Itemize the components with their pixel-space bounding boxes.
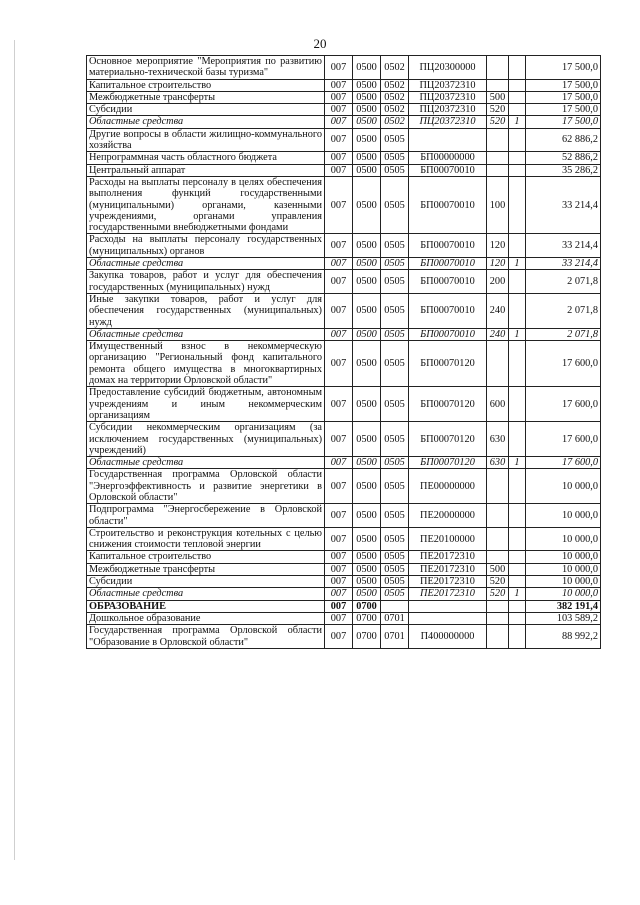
funding-source-code bbox=[509, 551, 526, 563]
amount: 62 886,2 bbox=[526, 128, 601, 152]
target-article-code: ПЕ20172310 bbox=[409, 563, 487, 575]
amount: 103 589,2 bbox=[526, 612, 601, 624]
item-name: Государственная программа Орловской области "Энергоэффективность и развитие энергетики в Орловской области" bbox=[87, 469, 325, 504]
dept-code: 007 bbox=[325, 293, 353, 328]
dept-code: 007 bbox=[325, 576, 353, 588]
amount: 17 500,0 bbox=[526, 104, 601, 116]
target-article-code: БП00070010 bbox=[409, 258, 487, 270]
section-code: 0500 bbox=[353, 128, 381, 152]
target-article-code: П400000000 bbox=[409, 625, 487, 649]
expense-type-code: 630 bbox=[487, 457, 509, 469]
subsection-code: 0505 bbox=[381, 387, 409, 422]
section-code: 0500 bbox=[353, 258, 381, 270]
target-article-code: БП00070120 bbox=[409, 341, 487, 387]
dept-code: 007 bbox=[325, 270, 353, 294]
amount: 10 000,0 bbox=[526, 588, 601, 600]
expense-type-code: 120 bbox=[487, 258, 509, 270]
amount: 17 600,0 bbox=[526, 422, 601, 457]
target-article-code: БП00070010 bbox=[409, 164, 487, 176]
funding-source-code bbox=[509, 293, 526, 328]
funding-source-code bbox=[509, 625, 526, 649]
expense-type-code: 100 bbox=[487, 176, 509, 233]
item-name: Капитальное строительство bbox=[87, 551, 325, 563]
section-code: 0700 bbox=[353, 625, 381, 649]
funding-source-code bbox=[509, 504, 526, 528]
target-article-code bbox=[409, 612, 487, 624]
table-row bbox=[87, 152, 601, 164]
funding-source-code bbox=[509, 576, 526, 588]
section-code: 0500 bbox=[353, 56, 381, 80]
funding-source-code bbox=[509, 270, 526, 294]
amount: 2 071,8 bbox=[526, 270, 601, 294]
expense-type-code bbox=[487, 469, 509, 504]
section-code: 0500 bbox=[353, 91, 381, 103]
amount: 33 214,4 bbox=[526, 258, 601, 270]
subsection-code: 0502 bbox=[381, 116, 409, 128]
target-article-code: БП00070010 bbox=[409, 293, 487, 328]
amount: 17 600,0 bbox=[526, 457, 601, 469]
expense-type-code: 520 bbox=[487, 576, 509, 588]
subsection-code: 0502 bbox=[381, 104, 409, 116]
amount: 382 191,4 bbox=[526, 600, 601, 612]
amount: 17 500,0 bbox=[526, 116, 601, 128]
dept-code: 007 bbox=[325, 128, 353, 152]
target-article-code: БП00070120 bbox=[409, 422, 487, 457]
dept-code: 007 bbox=[325, 104, 353, 116]
table-row bbox=[87, 387, 601, 422]
section-code: 0500 bbox=[353, 576, 381, 588]
item-name: Непрограммная часть областного бюджета bbox=[87, 152, 325, 164]
item-name: Предоставление субсидий бюджетным, автономным учреждениям и иным некоммерческим организациям bbox=[87, 387, 325, 422]
binding-edge-mark bbox=[14, 40, 15, 860]
funding-source-code bbox=[509, 469, 526, 504]
target-article-code bbox=[409, 600, 487, 612]
section-code: 0500 bbox=[353, 104, 381, 116]
dept-code: 007 bbox=[325, 387, 353, 422]
target-article-code bbox=[409, 128, 487, 152]
expense-type-code: 520 bbox=[487, 116, 509, 128]
expense-type-code bbox=[487, 164, 509, 176]
funding-source-code bbox=[509, 176, 526, 233]
section-code: 0500 bbox=[353, 527, 381, 551]
item-name: Областные средства bbox=[87, 258, 325, 270]
dept-code: 007 bbox=[325, 551, 353, 563]
funding-source-code bbox=[509, 79, 526, 91]
target-article-code: БП00070120 bbox=[409, 457, 487, 469]
dept-code: 007 bbox=[325, 328, 353, 340]
funding-source-code bbox=[509, 91, 526, 103]
table-row bbox=[87, 79, 601, 91]
item-name: Подпрограмма "Энергосбережение в Орловской области" bbox=[87, 504, 325, 528]
expense-type-code: 630 bbox=[487, 422, 509, 457]
expense-type-code bbox=[487, 128, 509, 152]
dept-code: 007 bbox=[325, 527, 353, 551]
expense-type-code: 120 bbox=[487, 234, 509, 258]
item-name: Субсидии bbox=[87, 104, 325, 116]
item-name: Областные средства bbox=[87, 588, 325, 600]
expense-type-code bbox=[487, 612, 509, 624]
section-code: 0500 bbox=[353, 176, 381, 233]
amount: 2 071,8 bbox=[526, 293, 601, 328]
item-name: Имущественный взнос в некоммерческую организацию "Региональный фонд капитального ремонта общего имущества в многоквартирных домах на территории Орловской области" bbox=[87, 341, 325, 387]
dept-code: 007 bbox=[325, 116, 353, 128]
table-row bbox=[87, 612, 601, 624]
expense-type-code: 240 bbox=[487, 293, 509, 328]
table-row bbox=[87, 258, 601, 270]
expense-type-code bbox=[487, 625, 509, 649]
dept-code: 007 bbox=[325, 234, 353, 258]
target-article-code: БП00070010 bbox=[409, 328, 487, 340]
funding-source-code bbox=[509, 422, 526, 457]
amount: 2 071,8 bbox=[526, 328, 601, 340]
expense-type-code: 200 bbox=[487, 270, 509, 294]
expense-type-code bbox=[487, 341, 509, 387]
item-name: Строительство и реконструкция котельных с целью снижения стоимости тепловой энергии bbox=[87, 527, 325, 551]
funding-source-code bbox=[509, 341, 526, 387]
subsection-code: 0505 bbox=[381, 341, 409, 387]
funding-source-code bbox=[509, 104, 526, 116]
expense-type-code bbox=[487, 56, 509, 80]
budget-table bbox=[86, 55, 601, 649]
target-article-code: ПЕ20172310 bbox=[409, 576, 487, 588]
subsection-code: 0505 bbox=[381, 152, 409, 164]
funding-source-code: 1 bbox=[509, 588, 526, 600]
table-row bbox=[87, 56, 601, 80]
section-code: 0500 bbox=[353, 270, 381, 294]
section-code: 0700 bbox=[353, 612, 381, 624]
dept-code: 007 bbox=[325, 152, 353, 164]
table-row bbox=[87, 270, 601, 294]
target-article-code: ПЕ20000000 bbox=[409, 504, 487, 528]
dept-code: 007 bbox=[325, 625, 353, 649]
expense-type-code bbox=[487, 152, 509, 164]
item-name: Областные средства bbox=[87, 328, 325, 340]
funding-source-code: 1 bbox=[509, 328, 526, 340]
subsection-code: 0505 bbox=[381, 176, 409, 233]
item-name: Субсидии bbox=[87, 576, 325, 588]
table-row bbox=[87, 576, 601, 588]
amount: 10 000,0 bbox=[526, 551, 601, 563]
expense-type-code bbox=[487, 527, 509, 551]
target-article-code: ПЦ20372310 bbox=[409, 104, 487, 116]
amount: 17 600,0 bbox=[526, 387, 601, 422]
table-row bbox=[87, 600, 601, 612]
funding-source-code bbox=[509, 234, 526, 258]
expense-type-code: 520 bbox=[487, 104, 509, 116]
page-number: 20 bbox=[313, 36, 327, 51]
item-name: Расходы на выплаты персоналу в целях обеспечения выполнения функций государственными (муниципальными) органами, казенными учреждениями, органами управления государственными внебюджетными фондами bbox=[87, 176, 325, 233]
target-article-code: ПЕ20172310 bbox=[409, 588, 487, 600]
subsection-code bbox=[381, 600, 409, 612]
subsection-code: 0502 bbox=[381, 56, 409, 80]
item-name: Закупка товаров, работ и услуг для обеспечения государственных (муниципальных) нужд bbox=[87, 270, 325, 294]
dept-code: 007 bbox=[325, 56, 353, 80]
subsection-code: 0505 bbox=[381, 293, 409, 328]
table-row bbox=[87, 328, 601, 340]
dept-code: 007 bbox=[325, 469, 353, 504]
amount: 10 000,0 bbox=[526, 527, 601, 551]
section-code: 0500 bbox=[353, 387, 381, 422]
subsection-code: 0505 bbox=[381, 588, 409, 600]
section-code: 0500 bbox=[353, 563, 381, 575]
table-row bbox=[87, 116, 601, 128]
amount: 35 286,2 bbox=[526, 164, 601, 176]
subsection-code: 0505 bbox=[381, 422, 409, 457]
section-code: 0700 bbox=[353, 600, 381, 612]
dept-code: 007 bbox=[325, 176, 353, 233]
table-row bbox=[87, 563, 601, 575]
target-article-code: ПЕ00000000 bbox=[409, 469, 487, 504]
funding-source-code: 1 bbox=[509, 258, 526, 270]
expense-type-code: 520 bbox=[487, 588, 509, 600]
dept-code: 007 bbox=[325, 600, 353, 612]
table-row bbox=[87, 422, 601, 457]
expense-type-code bbox=[487, 551, 509, 563]
table-row bbox=[87, 457, 601, 469]
target-article-code: ПЕ20100000 bbox=[409, 527, 487, 551]
funding-source-code bbox=[509, 152, 526, 164]
item-name: Капитальное строительство bbox=[87, 79, 325, 91]
subsection-code: 0701 bbox=[381, 612, 409, 624]
section-code: 0500 bbox=[353, 551, 381, 563]
item-name: Областные средства bbox=[87, 457, 325, 469]
funding-source-code bbox=[509, 527, 526, 551]
expense-type-code: 600 bbox=[487, 387, 509, 422]
subsection-code: 0505 bbox=[381, 527, 409, 551]
subsection-code: 0505 bbox=[381, 551, 409, 563]
table-row bbox=[87, 527, 601, 551]
item-name: Центральный аппарат bbox=[87, 164, 325, 176]
table-row bbox=[87, 293, 601, 328]
subsection-code: 0505 bbox=[381, 576, 409, 588]
subsection-code: 0505 bbox=[381, 128, 409, 152]
amount: 10 000,0 bbox=[526, 469, 601, 504]
table-row bbox=[87, 234, 601, 258]
subsection-code: 0505 bbox=[381, 258, 409, 270]
dept-code: 007 bbox=[325, 588, 353, 600]
dept-code: 007 bbox=[325, 457, 353, 469]
subsection-code: 0505 bbox=[381, 164, 409, 176]
item-name: Субсидии некоммерческим организациям (за исключением государственных (муниципальных) учреждений) bbox=[87, 422, 325, 457]
section-code: 0500 bbox=[353, 164, 381, 176]
item-name: Межбюджетные трансферты bbox=[87, 91, 325, 103]
section-code: 0500 bbox=[353, 422, 381, 457]
target-article-code: ПЦ20372310 bbox=[409, 79, 487, 91]
section-code: 0500 bbox=[353, 152, 381, 164]
dept-code: 007 bbox=[325, 258, 353, 270]
table-row bbox=[87, 341, 601, 387]
table-row bbox=[87, 625, 601, 649]
table-row bbox=[87, 164, 601, 176]
section-code: 0500 bbox=[353, 588, 381, 600]
subsection-code: 0505 bbox=[381, 457, 409, 469]
funding-source-code bbox=[509, 164, 526, 176]
item-name: Дошкольное образование bbox=[87, 612, 325, 624]
amount: 52 886,2 bbox=[526, 152, 601, 164]
item-name: Другие вопросы в области жилищно-коммунального хозяйства bbox=[87, 128, 325, 152]
subsection-code: 0505 bbox=[381, 504, 409, 528]
funding-source-code bbox=[509, 128, 526, 152]
funding-source-code bbox=[509, 387, 526, 422]
funding-source-code bbox=[509, 600, 526, 612]
amount: 10 000,0 bbox=[526, 504, 601, 528]
amount: 17 500,0 bbox=[526, 79, 601, 91]
item-name: Межбюджетные трансферты bbox=[87, 563, 325, 575]
item-name: ОБРАЗОВАНИЕ bbox=[87, 600, 325, 612]
subsection-code: 0701 bbox=[381, 625, 409, 649]
expense-type-code bbox=[487, 600, 509, 612]
dept-code: 007 bbox=[325, 341, 353, 387]
dept-code: 007 bbox=[325, 79, 353, 91]
target-article-code: ПЦ20300000 bbox=[409, 56, 487, 80]
amount: 33 214,4 bbox=[526, 176, 601, 233]
amount: 88 992,2 bbox=[526, 625, 601, 649]
target-article-code: БП00070010 bbox=[409, 234, 487, 258]
target-article-code: БП00070120 bbox=[409, 387, 487, 422]
subsection-code: 0505 bbox=[381, 328, 409, 340]
expense-type-code: 500 bbox=[487, 563, 509, 575]
table-row bbox=[87, 588, 601, 600]
section-code: 0500 bbox=[353, 469, 381, 504]
target-article-code: БП00000000 bbox=[409, 152, 487, 164]
table-row bbox=[87, 469, 601, 504]
dept-code: 007 bbox=[325, 563, 353, 575]
expense-type-code bbox=[487, 79, 509, 91]
subsection-code: 0502 bbox=[381, 91, 409, 103]
dept-code: 007 bbox=[325, 422, 353, 457]
item-name: Государственная программа Орловской области "Образование в Орловской области" bbox=[87, 625, 325, 649]
dept-code: 007 bbox=[325, 164, 353, 176]
amount: 33 214,4 bbox=[526, 234, 601, 258]
subsection-code: 0502 bbox=[381, 79, 409, 91]
amount: 17 500,0 bbox=[526, 56, 601, 80]
target-article-code: ПЕ20172310 bbox=[409, 551, 487, 563]
dept-code: 007 bbox=[325, 504, 353, 528]
subsection-code: 0505 bbox=[381, 469, 409, 504]
amount: 17 600,0 bbox=[526, 341, 601, 387]
item-name: Основное мероприятие "Мероприятия по развитию материально-технической базы туризма" bbox=[87, 56, 325, 80]
target-article-code: ПЦ20372310 bbox=[409, 116, 487, 128]
section-code: 0500 bbox=[353, 457, 381, 469]
item-name: Областные средства bbox=[87, 116, 325, 128]
section-code: 0500 bbox=[353, 79, 381, 91]
expense-type-code: 240 bbox=[487, 328, 509, 340]
section-code: 0500 bbox=[353, 116, 381, 128]
section-code: 0500 bbox=[353, 234, 381, 258]
item-name: Расходы на выплаты персоналу государственных (муниципальных) органов bbox=[87, 234, 325, 258]
funding-source-code: 1 bbox=[509, 116, 526, 128]
target-article-code: ПЦ20372310 bbox=[409, 91, 487, 103]
funding-source-code bbox=[509, 612, 526, 624]
expense-type-code: 500 bbox=[487, 91, 509, 103]
section-code: 0500 bbox=[353, 341, 381, 387]
dept-code: 007 bbox=[325, 91, 353, 103]
expense-type-code bbox=[487, 504, 509, 528]
funding-source-code bbox=[509, 56, 526, 80]
table-row bbox=[87, 104, 601, 116]
table-row bbox=[87, 504, 601, 528]
dept-code: 007 bbox=[325, 612, 353, 624]
subsection-code: 0505 bbox=[381, 563, 409, 575]
section-code: 0500 bbox=[353, 328, 381, 340]
amount: 10 000,0 bbox=[526, 563, 601, 575]
section-code: 0500 bbox=[353, 504, 381, 528]
target-article-code: БП00070010 bbox=[409, 270, 487, 294]
table-row bbox=[87, 551, 601, 563]
subsection-code: 0505 bbox=[381, 234, 409, 258]
funding-source-code bbox=[509, 563, 526, 575]
funding-source-code: 1 bbox=[509, 457, 526, 469]
section-code: 0500 bbox=[353, 293, 381, 328]
target-article-code: БП00070010 bbox=[409, 176, 487, 233]
amount: 10 000,0 bbox=[526, 576, 601, 588]
item-name: Иные закупки товаров, работ и услуг для обеспечения государственных (муниципальных) нужд bbox=[87, 293, 325, 328]
table-row bbox=[87, 176, 601, 233]
table-row bbox=[87, 128, 601, 152]
table-row bbox=[87, 91, 601, 103]
amount: 17 500,0 bbox=[526, 91, 601, 103]
subsection-code: 0505 bbox=[381, 270, 409, 294]
